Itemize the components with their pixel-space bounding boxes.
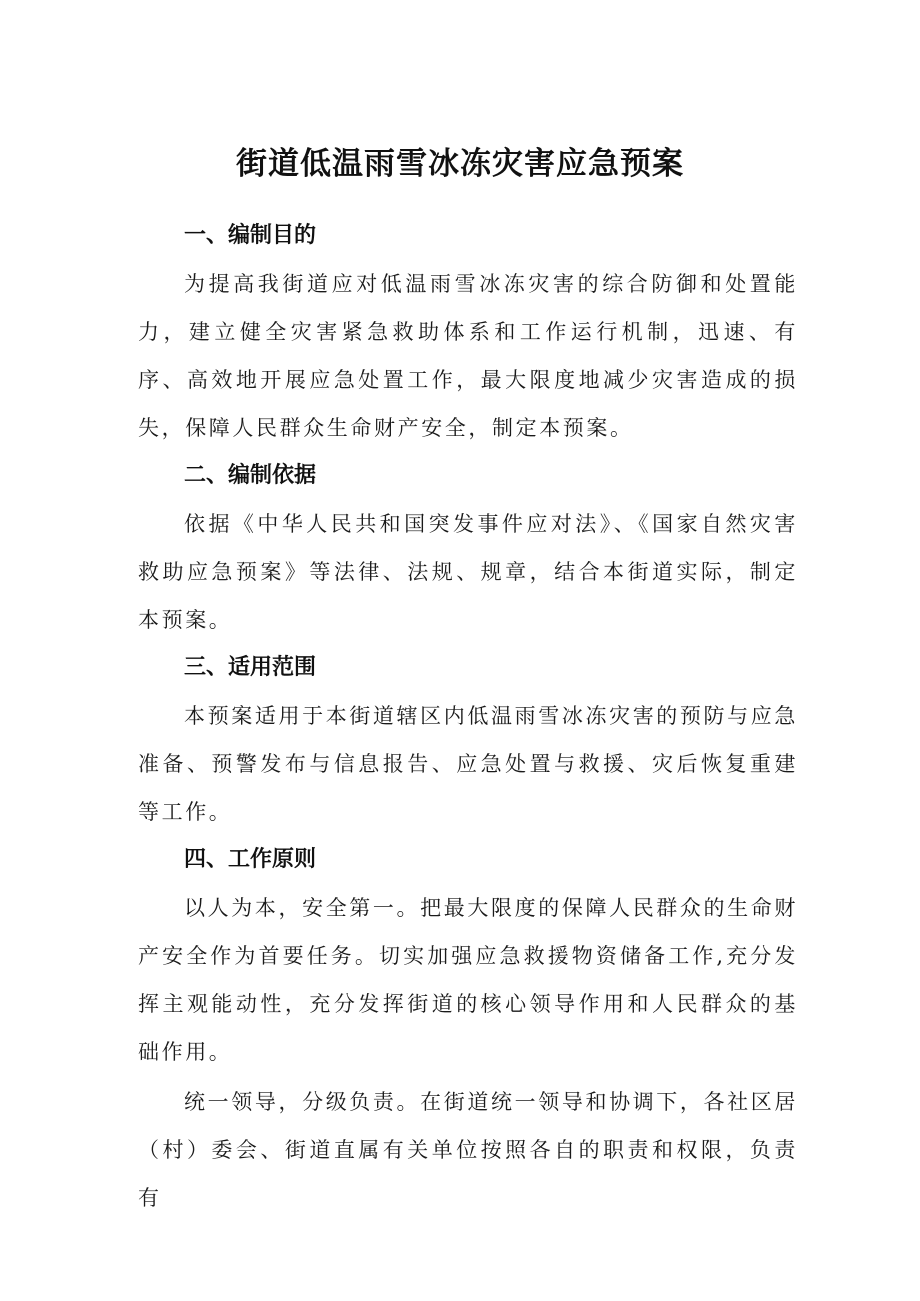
section-heading: 四、工作原则: [184, 847, 317, 872]
section-principles: [138, 836, 798, 1222]
section-heading: 三、适用范围: [184, 655, 317, 680]
section-scope: [138, 644, 798, 836]
document-body: [138, 212, 798, 1222]
section-heading: 二、编制依据: [184, 463, 317, 488]
section-purpose: [138, 212, 798, 452]
section-basis: [138, 452, 798, 644]
section-paragraph: 依据《中华人民共和国突发事件应对法》、《国家自然灾害救助应急预案》等法律、法规、规章，结合本街道实际，制定本预案。: [138, 512, 798, 632]
section-heading: 一、编制目的: [184, 223, 317, 248]
section-paragraph: 为提高我街道应对低温雨雪冰冻灾害的综合防御和处置能力，建立健全灾害紧急救助体系和工作运行机制，迅速、有序、高效地开展应急处置工作，最大限度地减少灾害造成的损失，保障人民群众生命财产安全，制定本预案。: [138, 272, 798, 440]
section-paragraph: 统一领导，分级负责。在街道统一领导和协调下，各社区居（村）委会、街道直属有关单位按照各自的职责和权限，负责有: [138, 1090, 798, 1210]
section-paragraph: 以人为本，安全第一。把最大限度的保障人民群众的生命财产安全作为首要任务。切实加强应急救援物资储备工作,充分发挥主观能动性，充分发挥街道的核心领导作用和人民群众的基础作用。: [138, 896, 798, 1064]
document-title: 街道低温雨雪冰冻灾害应急预案: [236, 146, 684, 182]
section-paragraph: 本预案适用于本街道辖区内低温雨雪冰冻灾害的预防与应急准备、预警发布与信息报告、应急处置与救援、灾后恢复重建等工作。: [138, 704, 798, 824]
